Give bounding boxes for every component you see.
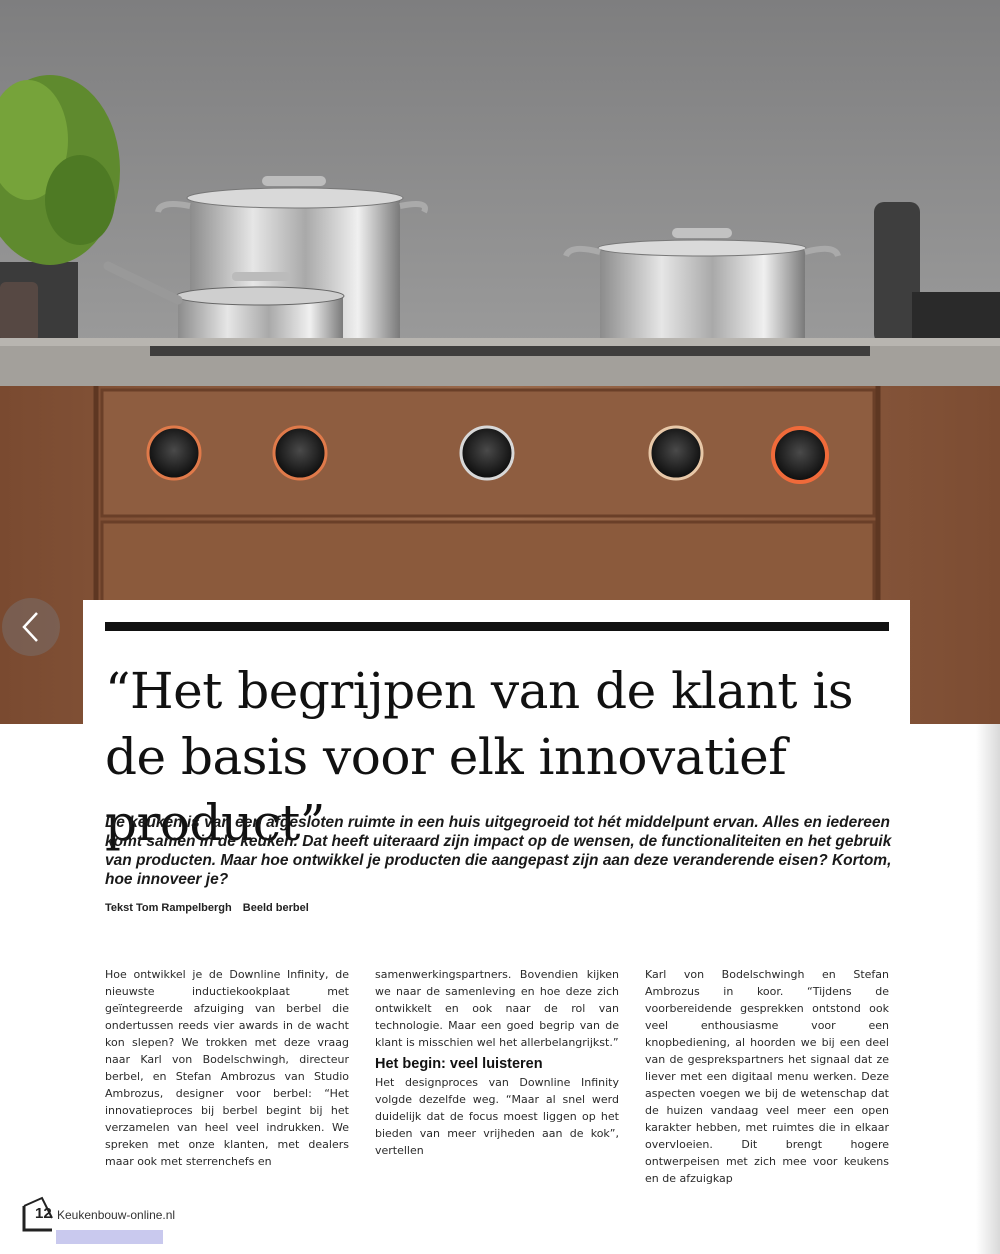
body-paragraph: samenwerkingspartners. Bovendien kijken we naar de samenleving en hoe deze zich ontwikkelt en ook naar de rol van technologie. Maar een goed begrip van de klant is misschien wel het allerbelangrijkst.” <box>375 968 619 1049</box>
credit-image: Beeld berbel <box>242 902 309 914</box>
page-number: 12 <box>35 1205 52 1222</box>
body-column-2 <box>375 966 619 1159</box>
chevron-left-icon <box>19 610 43 644</box>
credit-text: Tekst Tom Rampelbergh <box>105 902 232 914</box>
body-paragraph: Hoe ontwikkel je de Downline Infinity, de nieuwste inductiekookplaat met geïntegreerde afzuiging van berbel die ondertussen reeds vier awards in de wacht kon slepen? We trokken met deze vraag naar Karl von Bodelschwingh, directeur berbel, en Stefan Ambrozus van Studio Ambrozus, designer voor berbel: “Het innovatieproces bij berbel begint bij het verzamelen van heel veel indrukken. We spreken met onze klanten, met dealers maar ook met sterrenchefs en <box>105 968 349 1168</box>
article-lead: De keuken is van een afgesloten ruimte in een huis uitgegroeid tot hét middelpunt ervan. Alles en iedereen komt samen in de keuken. Dat heeft uiteraard zijn impact op de wensen, de functionaliteiten en het gebruik van producten. Maar hoe ontwikkel je producten die aangepast zijn aan deze veranderende eisen? Kortom, hoe innoveer je? <box>105 814 892 888</box>
body-paragraph: Karl von Bodelschwingh en Stefan Ambrozus in koor. “Tijdens de voorbereidende gesprekken ontstond ook veel enthousiasme voor een knopbediening, al hoorden we bij een deel van de gesprekspartners het signaal dat ze liever met een digitaal menu werken. Deze aspecten voegen we bij de wetenschap dat de huizen vandaag veel meer een open karakter hebben, met ruimtes die in elkaar overvloeien. Dit brengt hogere ontwerpeisen met zich mee voor keukens en de afzuigkap <box>645 968 889 1185</box>
body-column-3 <box>645 966 889 1187</box>
footer-bar <box>56 1230 163 1244</box>
section-subheading: Het begin: veel luisteren <box>375 1056 543 1072</box>
site-name: Keukenbouw-online.nl <box>57 1208 176 1222</box>
article-credits <box>105 902 309 914</box>
page-edge-shadow <box>976 724 1000 1254</box>
previous-page-button[interactable] <box>2 598 60 656</box>
page-title: “Het begrijpen van de klant is de basis voor elk innovatief product” <box>105 662 854 852</box>
body-column-1 <box>105 966 349 1170</box>
body-paragraph: Het designproces van Downline Infinity volgde dezelfde weg. “Maar al snel werd duidelijk dat de focus moest liggen op het bieden van meer vrijheden aan de kok”, vertellen <box>375 1076 619 1157</box>
casserole-pot <box>566 228 838 352</box>
headline-rule <box>105 622 889 631</box>
